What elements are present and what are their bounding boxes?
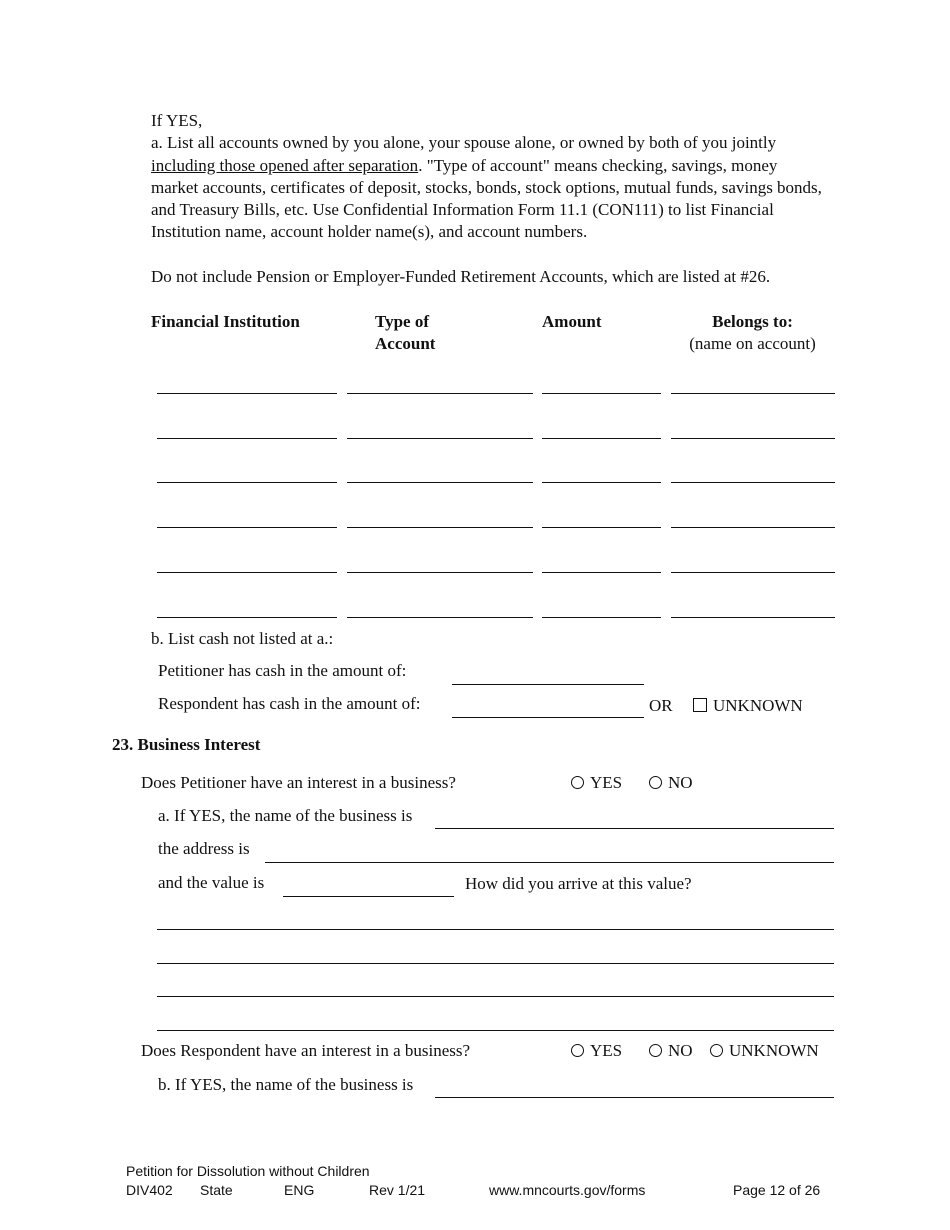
col-financial-institution: Financial Institution xyxy=(151,312,300,331)
belongs-to-blank[interactable] xyxy=(671,572,835,573)
col-type-of-account-1: Type of xyxy=(375,312,429,331)
value-blank[interactable] xyxy=(283,896,454,897)
radio-icon[interactable] xyxy=(649,1044,662,1057)
account-type-blank[interactable] xyxy=(347,482,533,483)
business-name-a-blank[interactable] xyxy=(435,828,834,829)
footer-state: State xyxy=(200,1182,233,1198)
respondent-no-option[interactable] xyxy=(649,1040,693,1062)
petitioner-cash-label: Petitioner has cash in the amount of: xyxy=(158,661,407,680)
radio-icon[interactable] xyxy=(710,1044,723,1057)
respondent-business-question: Does Respondent have an interest in a business? xyxy=(141,1041,471,1060)
explanation-line[interactable] xyxy=(157,963,834,964)
instruction-line-1: a. List all accounts owned by you alone, your spouse alone, or owned by both of you jointly xyxy=(151,133,777,152)
belongs-to-blank[interactable] xyxy=(671,438,835,439)
respondent-cash-unknown-option[interactable] xyxy=(693,695,803,717)
if-yes-label: If YES, xyxy=(151,111,203,130)
respondent-yes-option[interactable] xyxy=(571,1040,622,1062)
address-blank[interactable] xyxy=(265,862,834,863)
radio-icon[interactable] xyxy=(571,776,584,789)
footer-title: Petition for Dissolution without Children xyxy=(126,1163,370,1179)
amount-blank[interactable] xyxy=(542,527,661,528)
col-type-of-account-2: Account xyxy=(375,334,436,353)
belongs-to-blank[interactable] xyxy=(671,482,835,483)
footer-form-id: DIV402 xyxy=(126,1182,173,1198)
institution-blank[interactable] xyxy=(157,438,337,439)
amount-blank[interactable] xyxy=(542,617,661,618)
institution-blank[interactable] xyxy=(157,527,337,528)
footer-url: www.mncourts.gov/forms xyxy=(489,1182,646,1198)
radio-icon[interactable] xyxy=(649,776,662,789)
cash-heading: b. List cash not listed at a.: xyxy=(151,629,334,648)
institution-blank[interactable] xyxy=(157,393,337,394)
explanation-line[interactable] xyxy=(157,1030,834,1031)
col-amount: Amount xyxy=(542,312,602,331)
no-label: NO xyxy=(668,773,693,792)
account-type-blank[interactable] xyxy=(347,393,533,394)
yes-label: YES xyxy=(590,773,623,792)
exclusion-note: Do not include Pension or Employer-Funded Retirement Accounts, which are listed at #26. xyxy=(151,267,771,286)
institution-blank[interactable] xyxy=(157,482,337,483)
amount-blank[interactable] xyxy=(542,572,661,573)
how-value-label: How did you arrive at this value? xyxy=(465,874,692,893)
radio-icon[interactable] xyxy=(571,1044,584,1057)
instruction-line-4: and Treasury Bills, etc. Use Confidential Information Form 11.1 (CON111) to list Financial xyxy=(151,200,774,219)
explanation-line[interactable] xyxy=(157,996,834,997)
yes-label: YES xyxy=(590,1041,623,1060)
respondent-cash-blank[interactable] xyxy=(452,717,644,718)
explanation-line[interactable] xyxy=(157,929,834,930)
col-belongs-to-sub: (name on account) xyxy=(689,334,816,353)
amount-blank[interactable] xyxy=(542,393,661,394)
petitioner-yes-option[interactable] xyxy=(571,772,622,794)
institution-blank[interactable] xyxy=(157,572,337,573)
petitioner-no-option[interactable] xyxy=(649,772,693,794)
business-name-b-blank[interactable] xyxy=(435,1097,834,1098)
business-name-a-label: a. If YES, the name of the business is xyxy=(158,806,413,825)
instruction-line-5: Institution name, account holder name(s), and account numbers. xyxy=(151,222,588,241)
institution-blank[interactable] xyxy=(157,617,337,618)
section-23-heading: 23. Business Interest xyxy=(112,735,261,754)
instruction-line-2 xyxy=(151,155,777,177)
respondent-cash-label: Respondent has cash in the amount of: xyxy=(158,694,421,713)
respondent-unknown-option[interactable] xyxy=(710,1040,819,1062)
business-name-b-label: b. If YES, the name of the business is xyxy=(158,1075,414,1094)
petitioner-cash-blank[interactable] xyxy=(452,684,644,685)
value-label: and the value is xyxy=(158,873,265,892)
belongs-to-blank[interactable] xyxy=(671,617,835,618)
col-belongs-to: Belongs to: xyxy=(712,312,793,331)
account-type-blank[interactable] xyxy=(347,617,533,618)
account-type-blank[interactable] xyxy=(347,527,533,528)
footer-language: ENG xyxy=(284,1182,315,1198)
amount-blank[interactable] xyxy=(542,482,661,483)
instruction-emphasis: including those opened after separation xyxy=(151,156,419,175)
checkbox-icon[interactable] xyxy=(693,698,707,712)
belongs-to-blank[interactable] xyxy=(671,393,835,394)
footer-page-number: Page 12 of 26 xyxy=(733,1182,821,1198)
unknown-label: UNKNOWN xyxy=(729,1041,819,1060)
account-type-blank[interactable] xyxy=(347,438,533,439)
amount-blank[interactable] xyxy=(542,438,661,439)
unknown-label: UNKNOWN xyxy=(713,696,803,715)
instruction-line-3: market accounts, certificates of deposit, stocks, bonds, stock options, mutual funds, savings bonds, xyxy=(151,178,822,197)
no-label: NO xyxy=(668,1041,693,1060)
account-type-blank[interactable] xyxy=(347,572,533,573)
petitioner-business-question: Does Petitioner have an interest in a business? xyxy=(141,773,456,792)
belongs-to-blank[interactable] xyxy=(671,527,835,528)
footer-revision: Rev 1/21 xyxy=(369,1182,426,1198)
address-label: the address is xyxy=(158,839,250,858)
instruction-line-2-rest: . "Type of account" means checking, savings, money xyxy=(418,156,778,175)
or-label: OR xyxy=(649,696,673,715)
